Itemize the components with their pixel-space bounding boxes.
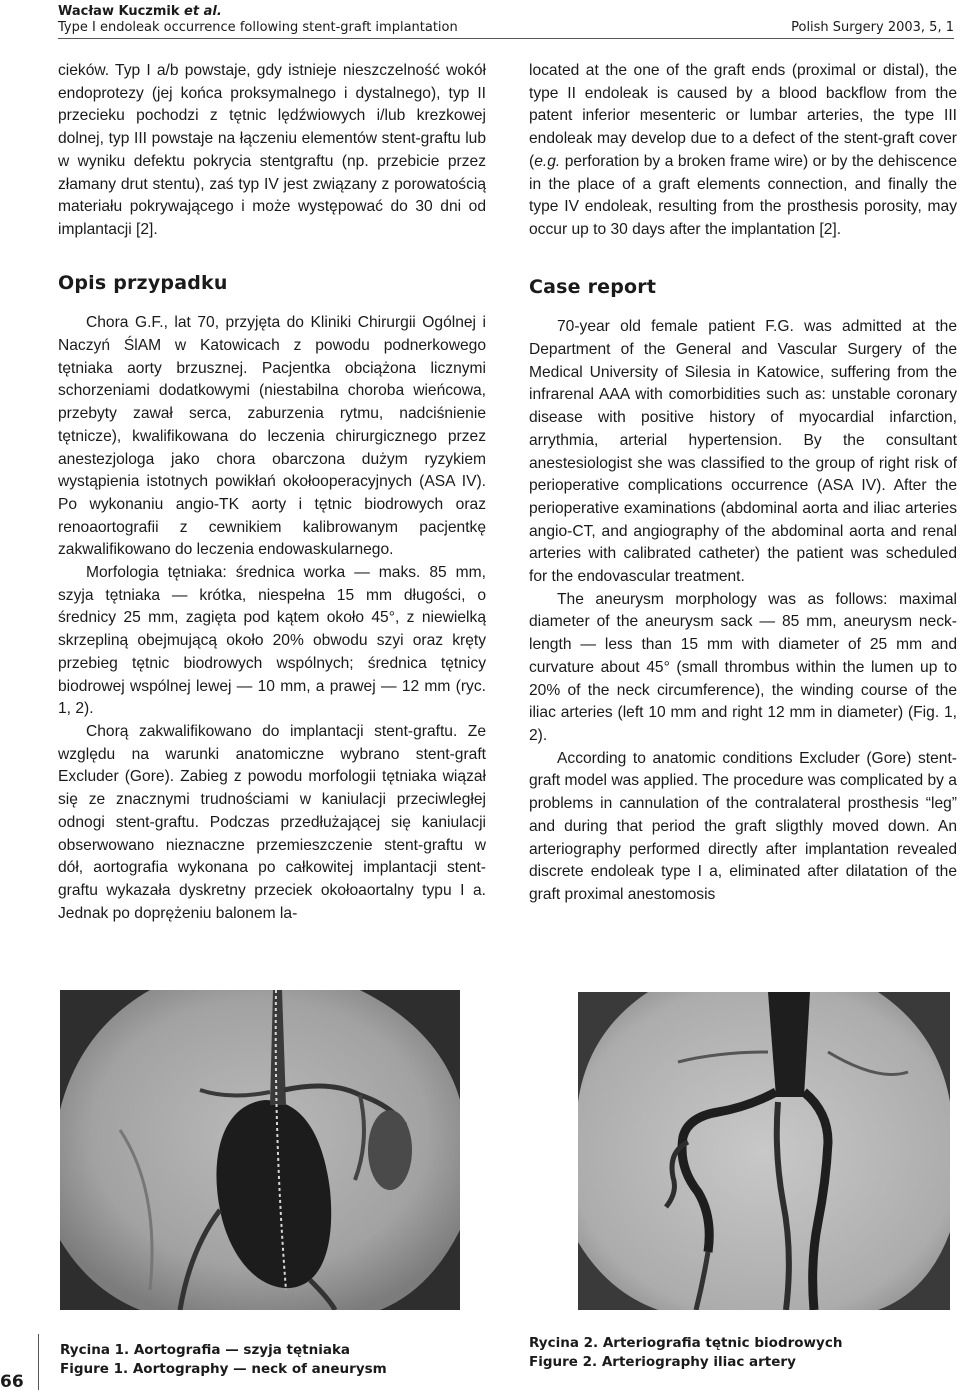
pl-section-heading: Opis przypadku — [58, 271, 228, 294]
polish-column — [58, 60, 486, 925]
figure-1-drawing — [60, 990, 460, 1310]
header-etal: et al. — [184, 4, 222, 19]
en-paragraph-1 — [529, 60, 957, 242]
en-paragraph-3: The aneurysm morphology was as follows: maximal diameter of the aneurysm sack — 85 mm, aneurysm neck-length — less than 15 mm with diameter of 25 mm and curvature about 45° (small thrombus within the lumen up to 20% of the neck circumference), the winding course of the iliac arteries (left 10 mm and right 12 mm in diameter) (Fig. 1, 2). — [529, 590, 957, 744]
en-paragraph-1-b: perforation by a broken frame wire) or by the dehiscence in the place of a graft elements connection, and finally the type IV endoleak, resulting from the prosthesis porosity, may occur up to 30 days after the implantation [2]. — [529, 152, 957, 238]
header-rule — [58, 38, 954, 39]
figure-2-caption-en: Figure 2. Arteriography iliac artery — [529, 1354, 796, 1370]
figure-1-caption-en: Figure 1. Aortography — neck of aneurysm — [60, 1361, 387, 1377]
header-authors — [58, 4, 458, 20]
pl-paragraph-3: Morfologia tętniaka: średnica worka — maks. 85 mm, szyja tętniaka — krótka, niespełna 15 mm długości, o średnicy 25 mm, zagięta pod kątem około 45°, z niewielką skrzepliną obejmującą około 20% obwodu szyi oraz kręty przebieg tętnic biodrowych wspólnych; średnica tętnicy biodrowej wspólnej lewej — 10 mm, a prawej — 12 mm (ryc. 1, 2). — [58, 564, 486, 718]
header-journal: Polish Surgery 2003, 5, 1 — [791, 20, 954, 35]
en-paragraph-4: According to anatomic conditions Excluder (Gore) stent-graft model was applied. The procedure was complicated by a problems in cannulation of the contralateral prosthesis “leg” and during that period the graft sligthly moved down. An arteriography performed directly after implantation revealed discrete endoleak type I a, eliminated after dilatation of the graft proximal anestomosis — [529, 749, 957, 903]
figure-2-arteriography-image — [578, 992, 950, 1310]
en-section-heading: Case report — [529, 275, 657, 298]
figure-1-aortography-image — [60, 990, 460, 1310]
page-number: 66 — [0, 1372, 24, 1392]
header-author-name: Wacław Kuczmik — [58, 4, 180, 19]
running-header — [58, 4, 458, 36]
figure-1-caption-pl: Rycina 1. Aortografia — szyja tętniaka — [60, 1342, 351, 1358]
pl-paragraph-2-text: , lat 70, przyjęta do Kliniki Chirurgii Ogólnej i Naczyń ŚlAM w Katowicach z powodu podnerkowego tętniaka aorty brzusznej. Pacjentka obciążona licznymi schorzeniami dodatkowymi (niestabilna choroba wieńcowa, przebyty zawał serca, zaburzenia rytmu, nadciśnienie tętnicze), kwalifikowana do leczenia chirurgicznego przez anestezjologa jako chora obarczona dużym ryzykiem wystąpienia istotnych powikłań okołooperacyjnych (ASA IV). Po wykonaniu angio-TK aorty i tętnic biodrowych oraz renoaortografii z cewnikiem kalibrowanym pacjentkę zakwalifikowano do leczenia endowaskularnego. — [58, 314, 486, 559]
page-number-rule — [38, 1334, 39, 1390]
en-paragraph-1-a: located at the one of the graft ends (proximal or distal), the type II endoleak is caused by a blood backflow from the patent inferior mesenteric or lumbar arteries, the type III endoleak may develop due to a defect of the stent-graft cover ( — [529, 62, 957, 170]
figure-2-caption — [529, 1334, 842, 1372]
en-eg: e.g. — [534, 152, 561, 170]
english-column — [529, 60, 957, 907]
header-article-title: Type I endoleak occurrence following stent-graft implantation — [58, 20, 458, 35]
figure-1-caption — [60, 1341, 387, 1379]
pl-paragraph-4: Chorą zakwalifikowano do implantacji stent-graftu. Ze względu na warunki anatomiczne wybrano stent-graft Excluder (Gore). Zabieg z powodu morfologii tętniaka wiązał się ze znacznymi trudnościami w kaniulacji przeciwległej odnogi stent-graftu. Podczas przedłużającej się kaniulacji obserwowano nieznaczne przemieszczenie stent-graftu w dół, aortografia wykonana po całkowitej implantacji stent-graftu wykazała dyskretny przeciek okołoaortalny typu I a. Jednak po doprężeniu balonem la- — [58, 722, 486, 922]
pl-patient-lead: Chora G.F. — [86, 314, 164, 332]
figure-2-drawing — [578, 992, 950, 1310]
figure-2-caption-pl: Rycina 2. Arteriografia tętnic biodrowych — [529, 1335, 843, 1351]
en-paragraph-2: 70-year old female patient F.G. was admitted at the Department of the General and Vascular Surgery of the Medical University of Silesia in Katowice, suffering from the infrarenal AAA with comorbidities such as: unstable coronary disease with positive history of myocardial infarction, arrythmia, arterial hypertension. By the consultant anestesiologist she was classified to the group of right risk of perioperative complications occurrence (ASA IV). After the perioperative examinations (abdominal aorta and iliac arteries angio-CT, and angiography of the abdominal aorta and renal arteries with calibrated catheter) the patient was scheduled for the endovascular treatment. — [529, 318, 957, 586]
pl-paragraph-2 — [58, 312, 486, 562]
pl-paragraph-1: cieków. Typ I a/b powstaje, gdy istnieje nieszczelność wokół endoprotezy (jej końca proksymalnego i dystalnego), typ II przecieku pochodzi z tętnic lędźwiowych i/lub krezkowej dolnej, typ III powstaje na łączeniu elementów stent-graftu lub w wyniku defektu pokrycia stentgraftu (np. przebicie przez złamany drut stentu), zaś typ IV jest związany z porowatością materiału pokrywającego i może występować do 30 dni od implantacji [2]. — [58, 62, 486, 238]
